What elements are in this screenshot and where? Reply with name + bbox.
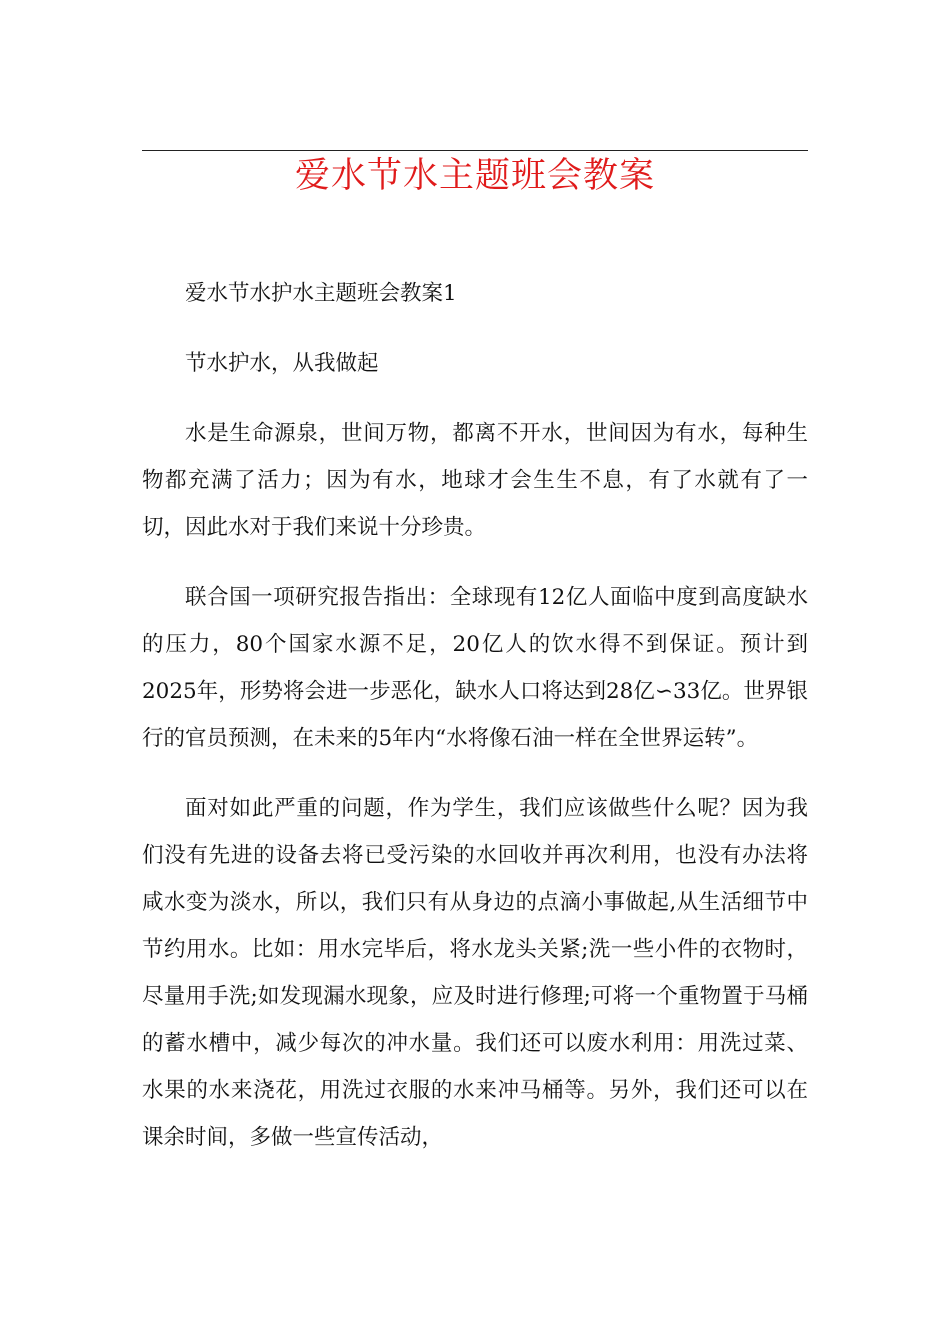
section-heading: 爱水节水护水主题班会教案1	[185, 281, 457, 306]
document-title: 爱水节水主题班会教案	[294, 156, 655, 196]
paragraph-3: 面对如此严重的问题，作为学生，我们应该做些什么呢？因为我们没有先进的设备去将已受污染的水回收并再次利用，也没有办法将咸水变为淡水，所以，我们只有从身边的点滴小事做起,从生活细节中节约用水。比如：用水完毕后，将水龙头关紧;洗一些小件的衣物时，尽量用手洗;如发现漏水现象，应及时进行修理;可将一个重物置于马桶的蓄水槽中，减少每次的冲水量。我们还可以废水利用：用洗过菜、水果的水来浇花，用洗过衣服的水来冲马桶等。另外，我们还可以在课余时间，多做一些宣传活动，	[142, 796, 808, 1150]
section-subtitle: 节水护水，从我做起	[185, 351, 379, 376]
document-body	[142, 270, 808, 1184]
paragraph-1: 水是生命源泉，世间万物，都离不开水，世间因为有水，每种生物都充满了活力；因为有水，地球才会生生不息，有了水就有了一切，因此水对于我们来说十分珍贵。	[142, 421, 808, 540]
paragraph-2: 联合国一项研究报告指出：全球现有12亿人面临中度到高度缺水的压力，80个国家水源不足，20亿人的饮水得不到保证。预计到2025年，形势将会进一步恶化，缺水人口将达到28亿∽33亿。世界银行的官员预测，在未来的5年内“水将像石油一样在全世界运转”。	[142, 585, 808, 751]
